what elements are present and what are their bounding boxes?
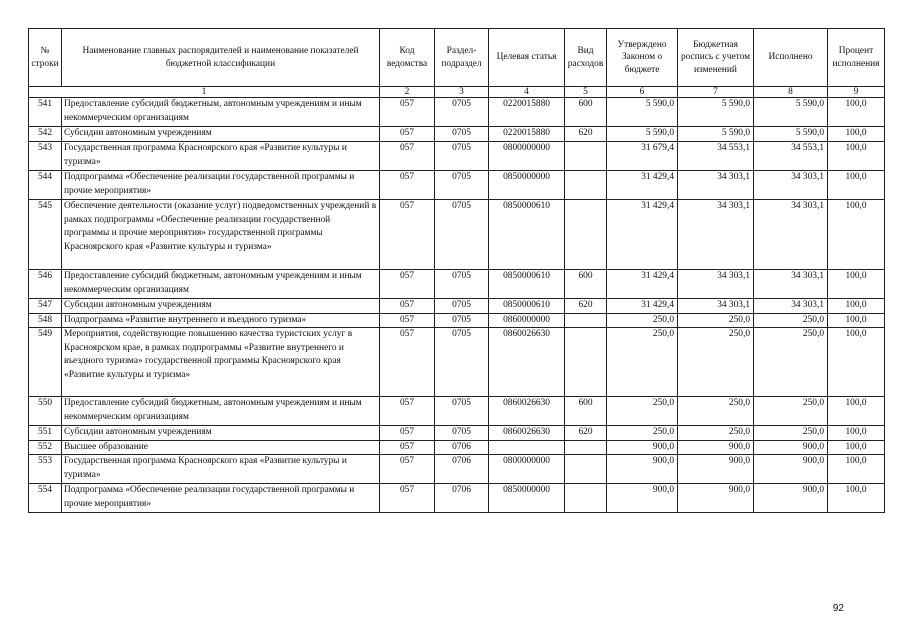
cell-expense-type: 620 [565,299,607,314]
table-row [29,127,885,142]
cell-percent: 100,0 [828,440,885,455]
cell-target-item: 0860026630 [489,397,565,426]
cell-name: Подпрограмма «Обеспечение реализации государственной программы и прочие мероприятия» [62,484,380,513]
header-executed: Исполнено [754,29,828,87]
cell-dept-code: 057 [380,328,435,397]
cell-name: Предоставление субсидий бюджетным, автономным учреждениям и иным некоммерческим организациям [62,98,380,127]
cell-dept-code: 057 [380,200,435,270]
cell-percent: 100,0 [828,397,885,426]
cell-percent: 100,0 [828,484,885,513]
cell-percent: 100,0 [828,127,885,142]
cell-approved: 5 590,0 [607,98,678,127]
page-number: 92 [832,603,844,614]
cell-target-item: 0220015880 [489,127,565,142]
cell-dept-code: 057 [380,127,435,142]
column-number: 3 [435,87,489,98]
cell-dept-code: 057 [380,171,435,200]
cell-approved: 31 679,4 [607,142,678,171]
cell-budget-schedule: 250,0 [678,426,754,441]
column-number: 4 [489,87,565,98]
cell-row-number: 548 [29,313,62,328]
column-number: 7 [678,87,754,98]
table-row [29,299,885,314]
cell-section: 0705 [435,313,489,328]
cell-approved: 31 429,4 [607,200,678,270]
cell-executed: 34 303,1 [754,299,828,314]
cell-expense-type [565,200,607,270]
cell-approved: 250,0 [607,328,678,397]
cell-target-item: 0850000610 [489,270,565,299]
cell-expense-type [565,142,607,171]
cell-section: 0705 [435,142,489,171]
cell-budget-schedule: 250,0 [678,397,754,426]
cell-executed: 34 303,1 [754,171,828,200]
cell-dept-code: 057 [380,142,435,171]
cell-name: Субсидии автономным учреждениям [62,426,380,441]
table-row [29,440,885,455]
header-expense-type: Вид расходов [565,29,607,87]
cell-dept-code: 057 [380,270,435,299]
cell-percent: 100,0 [828,299,885,314]
cell-expense-type: 620 [565,127,607,142]
cell-expense-type: 600 [565,270,607,299]
cell-approved: 250,0 [607,397,678,426]
cell-name: Мероприятия, содействующие повышению качества туристских услуг в Красноярском крае, в рамках подпрограммы «Развитие внутреннего и въездного туризма» государственной программы Красноярского края «Развитие культуры и туризма» [62,328,380,397]
cell-expense-type [565,171,607,200]
cell-executed: 250,0 [754,313,828,328]
cell-percent: 100,0 [828,455,885,484]
column-number: 2 [380,87,435,98]
table-row [29,484,885,513]
cell-executed: 34 553,1 [754,142,828,171]
cell-section: 0705 [435,299,489,314]
cell-row-number: 543 [29,142,62,171]
cell-row-number: 545 [29,200,62,270]
cell-approved: 31 429,4 [607,299,678,314]
cell-approved: 250,0 [607,313,678,328]
cell-executed: 250,0 [754,328,828,397]
cell-target-item: 0800000000 [489,455,565,484]
cell-target-item: 0860026630 [489,328,565,397]
cell-section: 0706 [435,455,489,484]
cell-name: Подпрограмма «Развитие внутреннего и въездного туризма» [62,313,380,328]
cell-target-item: 0800000000 [489,142,565,171]
cell-section: 0705 [435,397,489,426]
cell-percent: 100,0 [828,98,885,127]
cell-executed: 34 303,1 [754,270,828,299]
cell-percent: 100,0 [828,328,885,397]
cell-expense-type [565,328,607,397]
budget-execution-table [28,28,885,513]
cell-percent: 100,0 [828,270,885,299]
cell-target-item: 0850000000 [489,171,565,200]
header-dept-code: Код ведомства [380,29,435,87]
cell-budget-schedule: 34 303,1 [678,171,754,200]
cell-percent: 100,0 [828,200,885,270]
table-row [29,200,885,270]
cell-approved: 250,0 [607,426,678,441]
table-row [29,426,885,441]
cell-row-number: 552 [29,440,62,455]
cell-budget-schedule: 34 553,1 [678,142,754,171]
header-approved: Утверждено Законом о бюджете [607,29,678,87]
cell-target-item: 0220015880 [489,98,565,127]
cell-dept-code: 057 [380,484,435,513]
cell-budget-schedule: 34 303,1 [678,270,754,299]
cell-target-item: 0850000610 [489,200,565,270]
cell-approved: 900,0 [607,484,678,513]
cell-percent: 100,0 [828,426,885,441]
cell-dept-code: 057 [380,440,435,455]
cell-executed: 900,0 [754,440,828,455]
column-number: 9 [828,87,885,98]
column-number: 8 [754,87,828,98]
cell-section: 0705 [435,171,489,200]
cell-name: Государственная программа Красноярского края «Развитие культуры и туризма» [62,142,380,171]
cell-name: Подпрограмма «Обеспечение реализации государственной программы и прочие мероприятия» [62,171,380,200]
cell-row-number: 551 [29,426,62,441]
cell-name: Субсидии автономным учреждениям [62,127,380,142]
cell-target-item: 0850000000 [489,484,565,513]
cell-target-item: 0860026630 [489,426,565,441]
cell-approved: 900,0 [607,440,678,455]
table-row [29,313,885,328]
cell-expense-type [565,455,607,484]
cell-percent: 100,0 [828,313,885,328]
cell-row-number: 544 [29,171,62,200]
cell-target-item: 0860000000 [489,313,565,328]
cell-section: 0706 [435,440,489,455]
cell-name: Субсидии автономным учреждениям [62,299,380,314]
cell-budget-schedule: 5 590,0 [678,98,754,127]
cell-percent: 100,0 [828,142,885,171]
cell-budget-schedule: 900,0 [678,440,754,455]
header-budget-schedule: Бюджетная роспись с учетом изменений [678,29,754,87]
cell-expense-type: 600 [565,397,607,426]
cell-row-number: 546 [29,270,62,299]
cell-budget-schedule: 34 303,1 [678,200,754,270]
cell-row-number: 554 [29,484,62,513]
cell-name: Предоставление субсидий бюджетным, автономным учреждениям и иным некоммерческим организациям [62,270,380,299]
cell-dept-code: 057 [380,397,435,426]
table-body [29,98,885,513]
cell-name: Предоставление субсидий бюджетным, автономным учреждениям и иным некоммерческим организациям [62,397,380,426]
cell-row-number: 541 [29,98,62,127]
cell-expense-type [565,313,607,328]
cell-section: 0705 [435,200,489,270]
header-section: Раздел-подраздел [435,29,489,87]
cell-row-number: 553 [29,455,62,484]
cell-expense-type: 620 [565,426,607,441]
table-row [29,98,885,127]
header-name: Наименование главных распорядителей и наименование показателей бюджетной классификации [62,29,380,87]
cell-row-number: 550 [29,397,62,426]
table-row [29,171,885,200]
cell-section: 0706 [435,484,489,513]
cell-executed: 250,0 [754,397,828,426]
table-row [29,270,885,299]
cell-name: Обеспечение деятельности (оказание услуг) подведомственных учреждений в рамках подпрограммы «Обеспечение реализации государственной программы и прочие мероприятия» государственной программы Красноярского края «Развитие культуры и туризма» [62,200,380,270]
column-number: 1 [29,87,380,98]
header-target-item: Целевая статья [489,29,565,87]
cell-row-number: 547 [29,299,62,314]
header-row [29,29,885,87]
cell-budget-schedule: 250,0 [678,328,754,397]
cell-approved: 31 429,4 [607,270,678,299]
cell-target-item: 0850000610 [489,299,565,314]
table-row [29,328,885,397]
cell-approved: 31 429,4 [607,171,678,200]
cell-budget-schedule: 5 590,0 [678,127,754,142]
cell-executed: 5 590,0 [754,98,828,127]
cell-expense-type [565,484,607,513]
cell-percent: 100,0 [828,171,885,200]
header-row-number: № строки [29,29,62,87]
cell-dept-code: 057 [380,313,435,328]
cell-target-item [489,440,565,455]
cell-budget-schedule: 900,0 [678,455,754,484]
cell-section: 0705 [435,127,489,142]
column-number: 6 [607,87,678,98]
cell-name: Государственная программа Красноярского края «Развитие культуры и туризма» [62,455,380,484]
cell-budget-schedule: 34 303,1 [678,299,754,314]
cell-executed: 5 590,0 [754,127,828,142]
cell-section: 0705 [435,426,489,441]
cell-expense-type [565,440,607,455]
cell-row-number: 549 [29,328,62,397]
cell-section: 0705 [435,98,489,127]
table-row [29,455,885,484]
table-row [29,142,885,171]
cell-section: 0705 [435,328,489,397]
cell-dept-code: 057 [380,98,435,127]
header-percent: Процент исполнения [828,29,885,87]
cell-approved: 900,0 [607,455,678,484]
cell-row-number: 542 [29,127,62,142]
cell-section: 0705 [435,270,489,299]
cell-executed: 250,0 [754,426,828,441]
cell-dept-code: 057 [380,299,435,314]
table-row [29,397,885,426]
cell-budget-schedule: 250,0 [678,313,754,328]
cell-dept-code: 057 [380,455,435,484]
column-number-row [29,87,885,98]
cell-name: Высшее образование [62,440,380,455]
column-number: 5 [565,87,607,98]
cell-budget-schedule: 900,0 [678,484,754,513]
cell-executed: 900,0 [754,455,828,484]
cell-executed: 34 303,1 [754,200,828,270]
cell-dept-code: 057 [380,426,435,441]
cell-executed: 900,0 [754,484,828,513]
cell-expense-type: 600 [565,98,607,127]
cell-approved: 5 590,0 [607,127,678,142]
